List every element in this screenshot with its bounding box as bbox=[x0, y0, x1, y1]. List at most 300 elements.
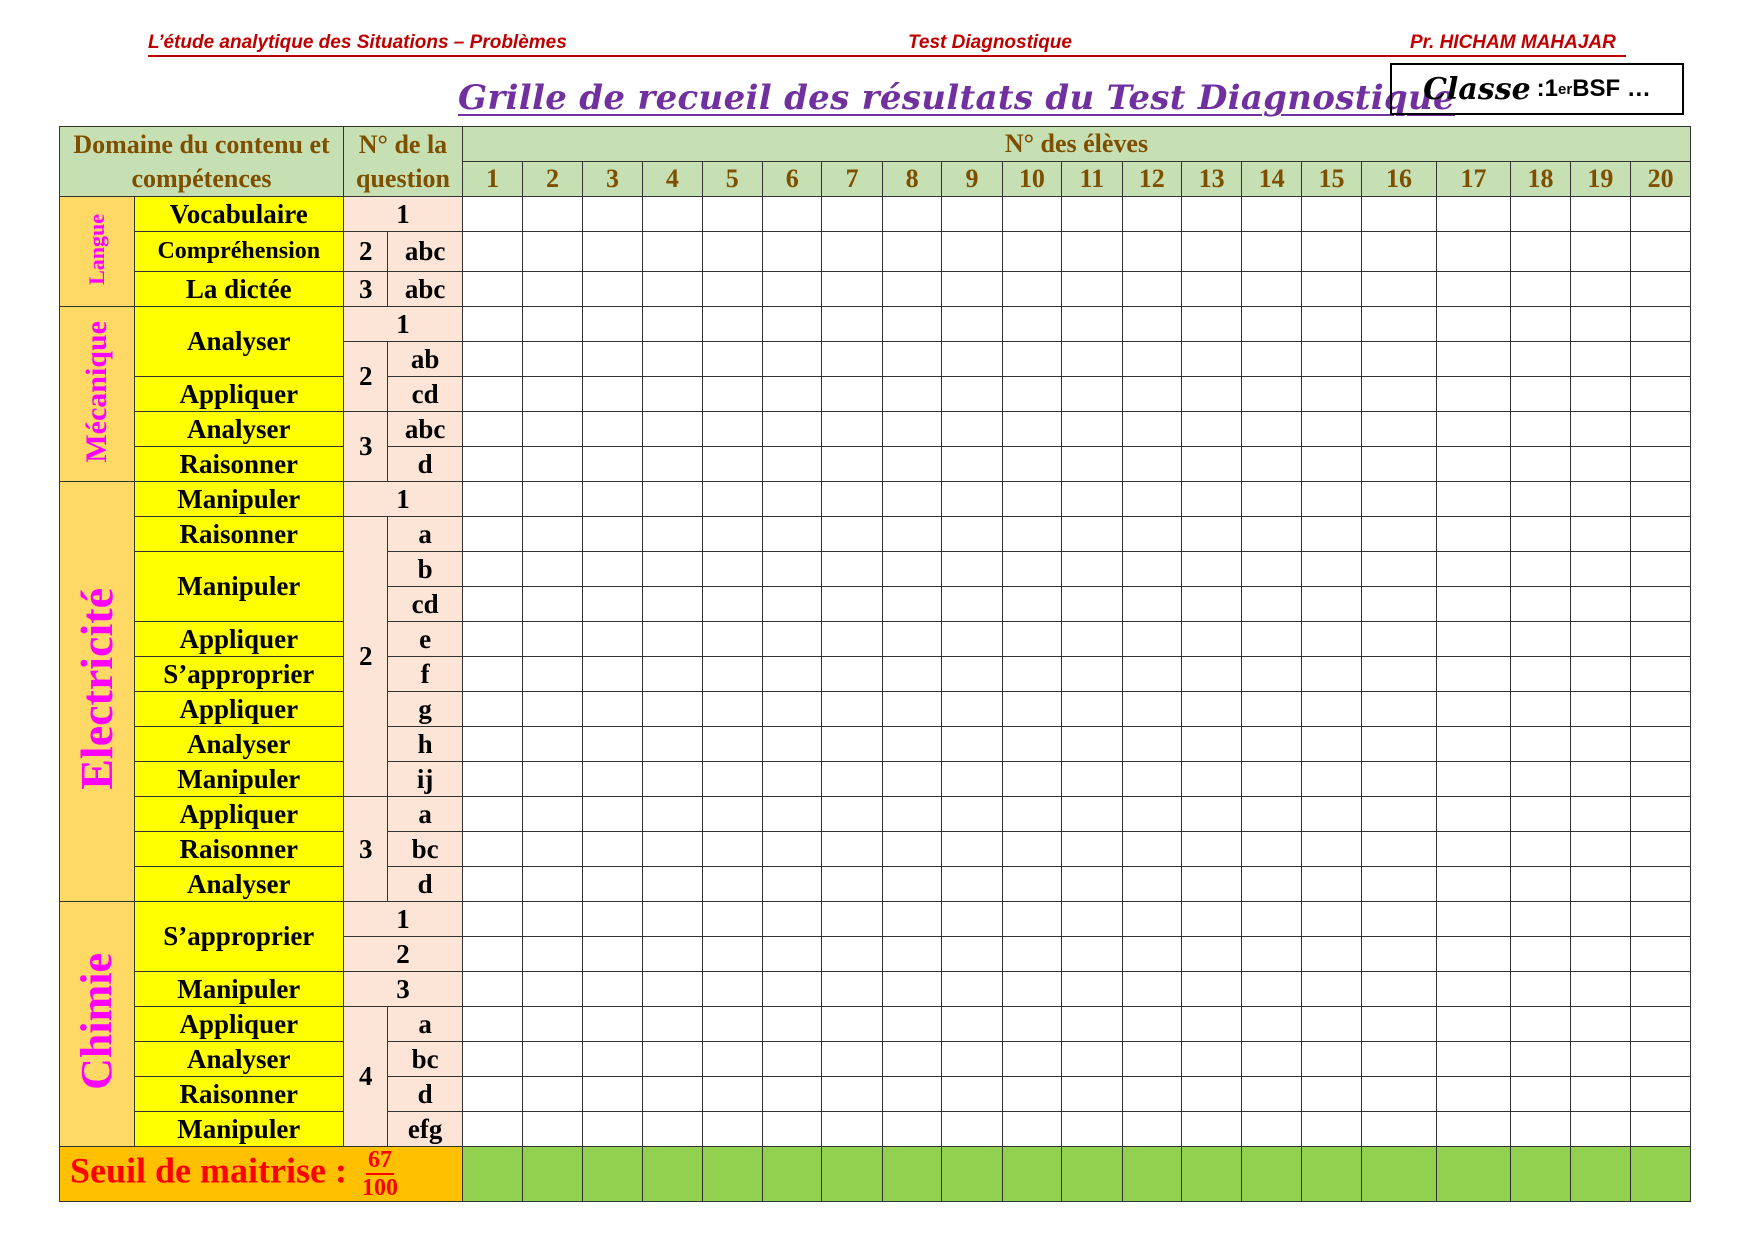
result-cell[interactable] bbox=[462, 867, 522, 902]
result-cell[interactable] bbox=[1301, 867, 1361, 902]
result-cell[interactable] bbox=[942, 197, 1002, 232]
result-cell[interactable] bbox=[1301, 377, 1361, 412]
result-cell[interactable] bbox=[1436, 622, 1511, 657]
result-cell[interactable] bbox=[702, 622, 762, 657]
result-cell[interactable] bbox=[702, 902, 762, 937]
result-cell[interactable] bbox=[582, 447, 642, 482]
result-cell[interactable] bbox=[942, 1112, 1002, 1147]
result-cell[interactable] bbox=[1301, 197, 1361, 232]
seuil-result-cell[interactable] bbox=[882, 1147, 941, 1202]
result-cell[interactable] bbox=[942, 342, 1002, 377]
result-cell[interactable] bbox=[763, 232, 822, 272]
result-cell[interactable] bbox=[582, 1007, 642, 1042]
result-cell[interactable] bbox=[643, 447, 702, 482]
result-cell[interactable] bbox=[1242, 1042, 1301, 1077]
result-cell[interactable] bbox=[702, 517, 762, 552]
result-cell[interactable] bbox=[942, 552, 1002, 587]
seuil-result-cell[interactable] bbox=[1181, 1147, 1241, 1202]
result-cell[interactable] bbox=[1362, 972, 1437, 1007]
result-cell[interactable] bbox=[1122, 727, 1181, 762]
result-cell[interactable] bbox=[1002, 482, 1061, 517]
result-cell[interactable] bbox=[582, 272, 642, 307]
result-cell[interactable] bbox=[1511, 307, 1570, 342]
result-cell[interactable] bbox=[702, 832, 762, 867]
result-cell[interactable] bbox=[523, 447, 582, 482]
result-cell[interactable] bbox=[763, 1112, 822, 1147]
result-cell[interactable] bbox=[1122, 587, 1181, 622]
result-cell[interactable] bbox=[1181, 377, 1241, 412]
result-cell[interactable] bbox=[1062, 272, 1122, 307]
result-cell[interactable] bbox=[1301, 622, 1361, 657]
result-cell[interactable] bbox=[882, 197, 941, 232]
result-cell[interactable] bbox=[643, 587, 702, 622]
result-cell[interactable] bbox=[1436, 1007, 1511, 1042]
result-cell[interactable] bbox=[1570, 972, 1630, 1007]
result-cell[interactable] bbox=[1436, 762, 1511, 797]
result-cell[interactable] bbox=[1362, 762, 1437, 797]
result-cell[interactable] bbox=[1362, 657, 1437, 692]
result-cell[interactable] bbox=[523, 197, 582, 232]
result-cell[interactable] bbox=[582, 552, 642, 587]
result-cell[interactable] bbox=[462, 972, 522, 1007]
result-cell[interactable] bbox=[462, 902, 522, 937]
result-cell[interactable] bbox=[1301, 517, 1361, 552]
result-cell[interactable] bbox=[1362, 447, 1437, 482]
result-cell[interactable] bbox=[1362, 622, 1437, 657]
result-cell[interactable] bbox=[1631, 1112, 1691, 1147]
result-cell[interactable] bbox=[523, 1077, 582, 1112]
result-cell[interactable] bbox=[1570, 1077, 1630, 1112]
result-cell[interactable] bbox=[942, 832, 1002, 867]
result-cell[interactable] bbox=[1002, 232, 1061, 272]
result-cell[interactable] bbox=[1181, 517, 1241, 552]
result-cell[interactable] bbox=[523, 272, 582, 307]
result-cell[interactable] bbox=[1062, 412, 1122, 447]
result-cell[interactable] bbox=[462, 232, 522, 272]
result-cell[interactable] bbox=[1436, 692, 1511, 727]
result-cell[interactable] bbox=[1570, 797, 1630, 832]
seuil-result-cell[interactable] bbox=[1362, 1147, 1437, 1202]
result-cell[interactable] bbox=[1436, 832, 1511, 867]
result-cell[interactable] bbox=[1511, 587, 1570, 622]
result-cell[interactable] bbox=[1511, 1042, 1570, 1077]
seuil-result-cell[interactable] bbox=[1242, 1147, 1301, 1202]
result-cell[interactable] bbox=[1301, 832, 1361, 867]
result-cell[interactable] bbox=[1242, 232, 1301, 272]
result-cell[interactable] bbox=[1062, 307, 1122, 342]
result-cell[interactable] bbox=[523, 232, 582, 272]
result-cell[interactable] bbox=[1242, 1112, 1301, 1147]
result-cell[interactable] bbox=[882, 232, 941, 272]
result-cell[interactable] bbox=[462, 727, 522, 762]
result-cell[interactable] bbox=[763, 902, 822, 937]
result-cell[interactable] bbox=[942, 692, 1002, 727]
result-cell[interactable] bbox=[942, 482, 1002, 517]
result-cell[interactable] bbox=[822, 1007, 882, 1042]
result-cell[interactable] bbox=[1181, 232, 1241, 272]
result-cell[interactable] bbox=[763, 587, 822, 622]
result-cell[interactable] bbox=[763, 447, 822, 482]
result-cell[interactable] bbox=[1511, 272, 1570, 307]
result-cell[interactable] bbox=[882, 587, 941, 622]
result-cell[interactable] bbox=[1436, 197, 1511, 232]
result-cell[interactable] bbox=[822, 972, 882, 1007]
result-cell[interactable] bbox=[1570, 1042, 1630, 1077]
result-cell[interactable] bbox=[1436, 272, 1511, 307]
result-cell[interactable] bbox=[643, 232, 702, 272]
result-cell[interactable] bbox=[462, 482, 522, 517]
result-cell[interactable] bbox=[582, 1077, 642, 1112]
result-cell[interactable] bbox=[1062, 342, 1122, 377]
result-cell[interactable] bbox=[1122, 937, 1181, 972]
seuil-result-cell[interactable] bbox=[582, 1147, 642, 1202]
result-cell[interactable] bbox=[643, 972, 702, 1007]
result-cell[interactable] bbox=[523, 657, 582, 692]
result-cell[interactable] bbox=[582, 622, 642, 657]
result-cell[interactable] bbox=[1122, 482, 1181, 517]
result-cell[interactable] bbox=[1002, 902, 1061, 937]
result-cell[interactable] bbox=[942, 762, 1002, 797]
result-cell[interactable] bbox=[1301, 272, 1361, 307]
result-cell[interactable] bbox=[1301, 1042, 1361, 1077]
result-cell[interactable] bbox=[1062, 727, 1122, 762]
result-cell[interactable] bbox=[1122, 232, 1181, 272]
result-cell[interactable] bbox=[702, 482, 762, 517]
result-cell[interactable] bbox=[763, 727, 822, 762]
result-cell[interactable] bbox=[1301, 727, 1361, 762]
result-cell[interactable] bbox=[1362, 517, 1437, 552]
result-cell[interactable] bbox=[1362, 197, 1437, 232]
result-cell[interactable] bbox=[1122, 307, 1181, 342]
result-cell[interactable] bbox=[462, 762, 522, 797]
result-cell[interactable] bbox=[1002, 657, 1061, 692]
result-cell[interactable] bbox=[1181, 587, 1241, 622]
result-cell[interactable] bbox=[882, 307, 941, 342]
result-cell[interactable] bbox=[763, 657, 822, 692]
result-cell[interactable] bbox=[1511, 972, 1570, 1007]
result-cell[interactable] bbox=[1511, 412, 1570, 447]
result-cell[interactable] bbox=[1181, 902, 1241, 937]
result-cell[interactable] bbox=[1301, 797, 1361, 832]
result-cell[interactable] bbox=[942, 622, 1002, 657]
result-cell[interactable] bbox=[523, 727, 582, 762]
result-cell[interactable] bbox=[1362, 1042, 1437, 1077]
result-cell[interactable] bbox=[763, 972, 822, 1007]
result-cell[interactable] bbox=[1362, 692, 1437, 727]
seuil-result-cell[interactable] bbox=[1122, 1147, 1181, 1202]
result-cell[interactable] bbox=[1436, 1112, 1511, 1147]
result-cell[interactable] bbox=[1181, 1077, 1241, 1112]
seuil-result-cell[interactable] bbox=[1570, 1147, 1630, 1202]
result-cell[interactable] bbox=[882, 482, 941, 517]
result-cell[interactable] bbox=[643, 832, 702, 867]
result-cell[interactable] bbox=[702, 307, 762, 342]
result-cell[interactable] bbox=[1362, 272, 1437, 307]
result-cell[interactable] bbox=[582, 1112, 642, 1147]
result-cell[interactable] bbox=[1631, 657, 1691, 692]
result-cell[interactable] bbox=[643, 692, 702, 727]
result-cell[interactable] bbox=[882, 272, 941, 307]
result-cell[interactable] bbox=[942, 657, 1002, 692]
result-cell[interactable] bbox=[1002, 307, 1061, 342]
result-cell[interactable] bbox=[1062, 692, 1122, 727]
result-cell[interactable] bbox=[1181, 972, 1241, 1007]
result-cell[interactable] bbox=[1181, 1007, 1241, 1042]
result-cell[interactable] bbox=[1301, 482, 1361, 517]
result-cell[interactable] bbox=[582, 797, 642, 832]
result-cell[interactable] bbox=[1631, 692, 1691, 727]
result-cell[interactable] bbox=[1181, 412, 1241, 447]
result-cell[interactable] bbox=[1436, 972, 1511, 1007]
result-cell[interactable] bbox=[942, 447, 1002, 482]
result-cell[interactable] bbox=[1301, 1007, 1361, 1042]
result-cell[interactable] bbox=[1362, 377, 1437, 412]
result-cell[interactable] bbox=[1511, 902, 1570, 937]
result-cell[interactable] bbox=[822, 727, 882, 762]
result-cell[interactable] bbox=[1631, 622, 1691, 657]
result-cell[interactable] bbox=[882, 832, 941, 867]
result-cell[interactable] bbox=[462, 197, 522, 232]
result-cell[interactable] bbox=[1511, 692, 1570, 727]
result-cell[interactable] bbox=[1631, 797, 1691, 832]
result-cell[interactable] bbox=[702, 447, 762, 482]
result-cell[interactable] bbox=[1436, 482, 1511, 517]
result-cell[interactable] bbox=[822, 657, 882, 692]
result-cell[interactable] bbox=[1181, 307, 1241, 342]
result-cell[interactable] bbox=[1242, 197, 1301, 232]
result-cell[interactable] bbox=[1122, 692, 1181, 727]
result-cell[interactable] bbox=[1362, 482, 1437, 517]
result-cell[interactable] bbox=[1181, 272, 1241, 307]
result-cell[interactable] bbox=[1511, 1007, 1570, 1042]
result-cell[interactable] bbox=[1062, 447, 1122, 482]
result-cell[interactable] bbox=[523, 902, 582, 937]
result-cell[interactable] bbox=[1122, 1077, 1181, 1112]
result-cell[interactable] bbox=[702, 1007, 762, 1042]
result-cell[interactable] bbox=[1122, 832, 1181, 867]
result-cell[interactable] bbox=[1002, 342, 1061, 377]
result-cell[interactable] bbox=[643, 197, 702, 232]
result-cell[interactable] bbox=[942, 517, 1002, 552]
result-cell[interactable] bbox=[1242, 867, 1301, 902]
result-cell[interactable] bbox=[643, 657, 702, 692]
result-cell[interactable] bbox=[882, 1007, 941, 1042]
result-cell[interactable] bbox=[1570, 937, 1630, 972]
result-cell[interactable] bbox=[1242, 517, 1301, 552]
result-cell[interactable] bbox=[643, 412, 702, 447]
result-cell[interactable] bbox=[1002, 1077, 1061, 1112]
result-cell[interactable] bbox=[1122, 972, 1181, 1007]
result-cell[interactable] bbox=[1362, 832, 1437, 867]
result-cell[interactable] bbox=[882, 727, 941, 762]
result-cell[interactable] bbox=[1511, 517, 1570, 552]
result-cell[interactable] bbox=[1362, 797, 1437, 832]
result-cell[interactable] bbox=[882, 622, 941, 657]
result-cell[interactable] bbox=[1242, 1077, 1301, 1112]
result-cell[interactable] bbox=[643, 1112, 702, 1147]
result-cell[interactable] bbox=[462, 1077, 522, 1112]
result-cell[interactable] bbox=[1631, 587, 1691, 622]
result-cell[interactable] bbox=[1631, 232, 1691, 272]
result-cell[interactable] bbox=[822, 937, 882, 972]
result-cell[interactable] bbox=[643, 272, 702, 307]
result-cell[interactable] bbox=[1570, 482, 1630, 517]
result-cell[interactable] bbox=[643, 552, 702, 587]
result-cell[interactable] bbox=[882, 517, 941, 552]
result-cell[interactable] bbox=[1122, 342, 1181, 377]
result-cell[interactable] bbox=[1362, 232, 1437, 272]
result-cell[interactable] bbox=[523, 1007, 582, 1042]
result-cell[interactable] bbox=[702, 1042, 762, 1077]
seuil-result-cell[interactable] bbox=[1301, 1147, 1361, 1202]
result-cell[interactable] bbox=[523, 307, 582, 342]
result-cell[interactable] bbox=[1570, 552, 1630, 587]
result-cell[interactable] bbox=[582, 972, 642, 1007]
result-cell[interactable] bbox=[1570, 272, 1630, 307]
result-cell[interactable] bbox=[643, 377, 702, 412]
result-cell[interactable] bbox=[1436, 657, 1511, 692]
result-cell[interactable] bbox=[1362, 412, 1437, 447]
result-cell[interactable] bbox=[1570, 867, 1630, 902]
result-cell[interactable] bbox=[1242, 657, 1301, 692]
result-cell[interactable] bbox=[822, 412, 882, 447]
seuil-result-cell[interactable] bbox=[1631, 1147, 1691, 1202]
result-cell[interactable] bbox=[1631, 552, 1691, 587]
result-cell[interactable] bbox=[1242, 447, 1301, 482]
result-cell[interactable] bbox=[763, 517, 822, 552]
result-cell[interactable] bbox=[643, 937, 702, 972]
result-cell[interactable] bbox=[822, 797, 882, 832]
result-cell[interactable] bbox=[1511, 727, 1570, 762]
result-cell[interactable] bbox=[1436, 307, 1511, 342]
result-cell[interactable] bbox=[1062, 972, 1122, 1007]
result-cell[interactable] bbox=[1242, 727, 1301, 762]
result-cell[interactable] bbox=[1362, 1007, 1437, 1042]
result-cell[interactable] bbox=[1436, 937, 1511, 972]
result-cell[interactable] bbox=[822, 1112, 882, 1147]
result-cell[interactable] bbox=[763, 342, 822, 377]
result-cell[interactable] bbox=[1002, 412, 1061, 447]
result-cell[interactable] bbox=[1122, 1007, 1181, 1042]
result-cell[interactable] bbox=[1122, 447, 1181, 482]
result-cell[interactable] bbox=[1181, 447, 1241, 482]
result-cell[interactable] bbox=[763, 377, 822, 412]
result-cell[interactable] bbox=[1570, 727, 1630, 762]
result-cell[interactable] bbox=[1062, 517, 1122, 552]
seuil-result-cell[interactable] bbox=[1002, 1147, 1061, 1202]
result-cell[interactable] bbox=[582, 727, 642, 762]
result-cell[interactable] bbox=[1181, 622, 1241, 657]
result-cell[interactable] bbox=[1242, 1007, 1301, 1042]
result-cell[interactable] bbox=[702, 197, 762, 232]
result-cell[interactable] bbox=[822, 1042, 882, 1077]
result-cell[interactable] bbox=[702, 692, 762, 727]
result-cell[interactable] bbox=[1362, 867, 1437, 902]
result-cell[interactable] bbox=[1062, 377, 1122, 412]
result-cell[interactable] bbox=[523, 342, 582, 377]
result-cell[interactable] bbox=[1570, 622, 1630, 657]
result-cell[interactable] bbox=[462, 447, 522, 482]
result-cell[interactable] bbox=[1062, 867, 1122, 902]
result-cell[interactable] bbox=[1062, 1007, 1122, 1042]
result-cell[interactable] bbox=[702, 377, 762, 412]
result-cell[interactable] bbox=[1062, 1077, 1122, 1112]
result-cell[interactable] bbox=[882, 342, 941, 377]
seuil-result-cell[interactable] bbox=[763, 1147, 822, 1202]
result-cell[interactable] bbox=[1631, 197, 1691, 232]
result-cell[interactable] bbox=[1570, 762, 1630, 797]
result-cell[interactable] bbox=[462, 342, 522, 377]
result-cell[interactable] bbox=[822, 867, 882, 902]
result-cell[interactable] bbox=[1511, 482, 1570, 517]
result-cell[interactable] bbox=[523, 937, 582, 972]
result-cell[interactable] bbox=[822, 552, 882, 587]
result-cell[interactable] bbox=[1002, 832, 1061, 867]
result-cell[interactable] bbox=[582, 937, 642, 972]
result-cell[interactable] bbox=[1631, 272, 1691, 307]
result-cell[interactable] bbox=[643, 762, 702, 797]
result-cell[interactable] bbox=[1301, 232, 1361, 272]
seuil-result-cell[interactable] bbox=[1511, 1147, 1570, 1202]
result-cell[interactable] bbox=[942, 1007, 1002, 1042]
result-cell[interactable] bbox=[702, 232, 762, 272]
result-cell[interactable] bbox=[1511, 657, 1570, 692]
result-cell[interactable] bbox=[643, 1077, 702, 1112]
result-cell[interactable] bbox=[1181, 762, 1241, 797]
result-cell[interactable] bbox=[643, 1007, 702, 1042]
result-cell[interactable] bbox=[1631, 727, 1691, 762]
result-cell[interactable] bbox=[523, 587, 582, 622]
result-cell[interactable] bbox=[1242, 482, 1301, 517]
result-cell[interactable] bbox=[942, 377, 1002, 412]
result-cell[interactable] bbox=[523, 762, 582, 797]
result-cell[interactable] bbox=[1570, 232, 1630, 272]
result-cell[interactable] bbox=[822, 1077, 882, 1112]
result-cell[interactable] bbox=[1242, 972, 1301, 1007]
result-cell[interactable] bbox=[882, 972, 941, 1007]
result-cell[interactable] bbox=[1002, 197, 1061, 232]
result-cell[interactable] bbox=[763, 307, 822, 342]
result-cell[interactable] bbox=[1242, 552, 1301, 587]
result-cell[interactable] bbox=[942, 587, 1002, 622]
result-cell[interactable] bbox=[462, 412, 522, 447]
result-cell[interactable] bbox=[1436, 447, 1511, 482]
result-cell[interactable] bbox=[462, 1007, 522, 1042]
result-cell[interactable] bbox=[1181, 832, 1241, 867]
result-cell[interactable] bbox=[702, 342, 762, 377]
result-cell[interactable] bbox=[1122, 1042, 1181, 1077]
result-cell[interactable] bbox=[462, 587, 522, 622]
result-cell[interactable] bbox=[1301, 1077, 1361, 1112]
result-cell[interactable] bbox=[462, 692, 522, 727]
result-cell[interactable] bbox=[1242, 272, 1301, 307]
result-cell[interactable] bbox=[643, 342, 702, 377]
result-cell[interactable] bbox=[882, 867, 941, 902]
result-cell[interactable] bbox=[643, 867, 702, 902]
result-cell[interactable] bbox=[822, 622, 882, 657]
result-cell[interactable] bbox=[523, 482, 582, 517]
result-cell[interactable] bbox=[1002, 517, 1061, 552]
result-cell[interactable] bbox=[1301, 1112, 1361, 1147]
result-cell[interactable] bbox=[1511, 867, 1570, 902]
result-cell[interactable] bbox=[1570, 197, 1630, 232]
result-cell[interactable] bbox=[462, 272, 522, 307]
result-cell[interactable] bbox=[763, 1042, 822, 1077]
result-cell[interactable] bbox=[1181, 692, 1241, 727]
result-cell[interactable] bbox=[942, 1042, 1002, 1077]
result-cell[interactable] bbox=[1122, 657, 1181, 692]
result-cell[interactable] bbox=[702, 272, 762, 307]
